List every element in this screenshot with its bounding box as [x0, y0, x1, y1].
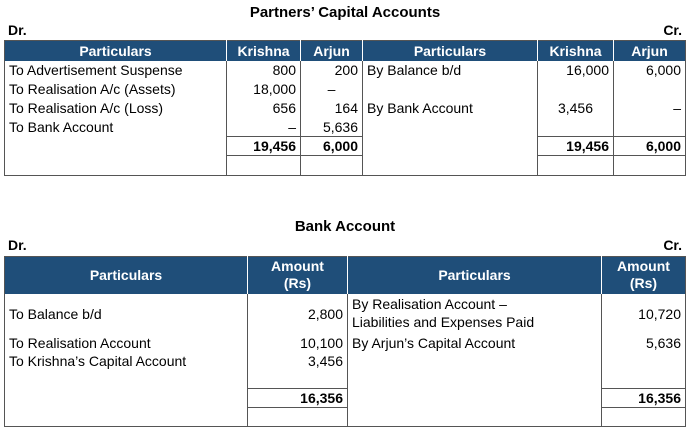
bank-cr-particular: By Arjun’s Capital Account — [348, 334, 602, 389]
capital-dr-arjun: 200 — [301, 61, 363, 80]
capital-cr-arjun: 6,000 — [645, 61, 681, 78]
capital-total-spacer — [363, 137, 538, 156]
capital-cr-krishna — [538, 80, 614, 99]
bank-total-dr: 16,356 — [248, 389, 348, 408]
bank-title: Bank Account — [294, 218, 396, 235]
capital-header-particulars-dr: Particulars — [5, 41, 227, 61]
capital-total-arjun-dr: 6,000 — [301, 137, 363, 156]
bank-dr-amount: 10,100 3,456 — [248, 334, 348, 389]
bank-cr-label: Cr. — [663, 237, 682, 253]
capital-title: Partners’ Capital Accounts — [249, 4, 441, 21]
capital-header-krishna-cr: Krishna — [538, 41, 614, 61]
capital-cr-krishna: 3,456 — [538, 99, 614, 118]
capital-dr-krishna: – — [227, 118, 301, 137]
blank-cell — [248, 408, 348, 427]
capital-header-particulars-cr: Particulars — [363, 41, 538, 61]
bank-header-particulars-dr: Particulars — [5, 257, 248, 294]
capital-dr-particular: To Bank Account — [5, 118, 227, 137]
capital-dr-arjun: – — [301, 80, 363, 99]
capital-header-arjun-dr: Arjun — [301, 41, 363, 61]
capital-dr-arjun: 164 — [301, 99, 363, 118]
capital-cr-arjun: – — [673, 99, 681, 116]
table-row — [5, 99, 686, 118]
blank-cell — [348, 408, 602, 427]
capital-dr-krishna: 800 — [227, 61, 301, 80]
bank-cr-amount: 5,636 — [645, 334, 681, 351]
bank-total-cr: 16,356 — [602, 389, 686, 408]
blank-cell — [301, 156, 363, 176]
capital-total-spacer — [5, 137, 227, 156]
table-row — [5, 334, 686, 389]
capital-header-krishna-dr: Krishna — [227, 41, 301, 61]
bank-cr-particular: By Realisation Account – Liabilities and Expenses Paid — [348, 294, 602, 334]
capital-cr-particular — [363, 118, 538, 137]
bank-total-spacer — [348, 389, 602, 408]
blank-cell — [5, 156, 227, 176]
capital-cr-krishna: 16,000 — [538, 61, 614, 80]
capital-total-krishna-cr: 19,456 — [538, 137, 614, 156]
bank-header-amount-dr: Amount (Rs) — [248, 257, 348, 294]
bank-dr-amount: 2,800 — [248, 294, 348, 334]
capital-cr-arjun — [614, 80, 686, 99]
table-row — [5, 80, 686, 99]
blank-cell — [363, 156, 538, 176]
bank-header-amount-cr: Amount (Rs) — [602, 257, 686, 294]
bank-table — [4, 256, 686, 427]
capital-total-row — [5, 137, 686, 156]
bank-dr-particular: To Balance b/d — [5, 294, 248, 334]
capital-dr-krishna: 18,000 — [227, 80, 301, 99]
capital-dr-particular: To Advertisement Suspense — [5, 61, 227, 80]
bank-blank-row — [5, 408, 686, 427]
capital-cr-particular — [363, 80, 538, 99]
blank-cell — [602, 408, 686, 427]
capital-blank-row — [5, 156, 686, 176]
bank-cr-amount: 10,720 — [638, 305, 681, 322]
capital-cr-label: Cr. — [663, 22, 682, 38]
capital-dr-arjun: 5,636 — [301, 118, 363, 137]
capital-header-arjun-cr: Arjun — [614, 41, 686, 61]
capital-dr-particular: To Realisation A/c (Assets) — [5, 80, 227, 99]
capital-dr-label: Dr. — [8, 22, 27, 38]
capital-cr-particular: By Bank Account — [363, 99, 538, 118]
bank-header-particulars-cr: Particulars — [348, 257, 602, 294]
capital-header-row — [5, 41, 686, 61]
blank-cell — [227, 156, 301, 176]
bank-total-row — [5, 389, 686, 408]
blank-cell — [614, 156, 686, 176]
bank-dr-particular: To Realisation Account To Krishna’s Capital Account — [5, 334, 248, 389]
blank-cell — [538, 156, 614, 176]
table-row — [5, 61, 686, 80]
capital-cr-particular: By Balance b/d — [363, 61, 538, 80]
capital-dr-particular: To Realisation A/c (Loss) — [5, 99, 227, 118]
bank-dr-label: Dr. — [8, 237, 27, 253]
capital-table — [4, 40, 686, 176]
table-row — [5, 294, 686, 334]
capital-cr-arjun — [614, 118, 686, 137]
table-row — [5, 118, 686, 137]
blank-cell — [5, 408, 248, 427]
bank-total-spacer — [5, 389, 248, 408]
bank-header-row — [5, 257, 686, 294]
capital-total-krishna-dr: 19,456 — [227, 137, 301, 156]
capital-dr-krishna: 656 — [227, 99, 301, 118]
capital-total-arjun-cr: 6,000 — [614, 137, 686, 156]
capital-cr-krishna — [538, 118, 614, 137]
